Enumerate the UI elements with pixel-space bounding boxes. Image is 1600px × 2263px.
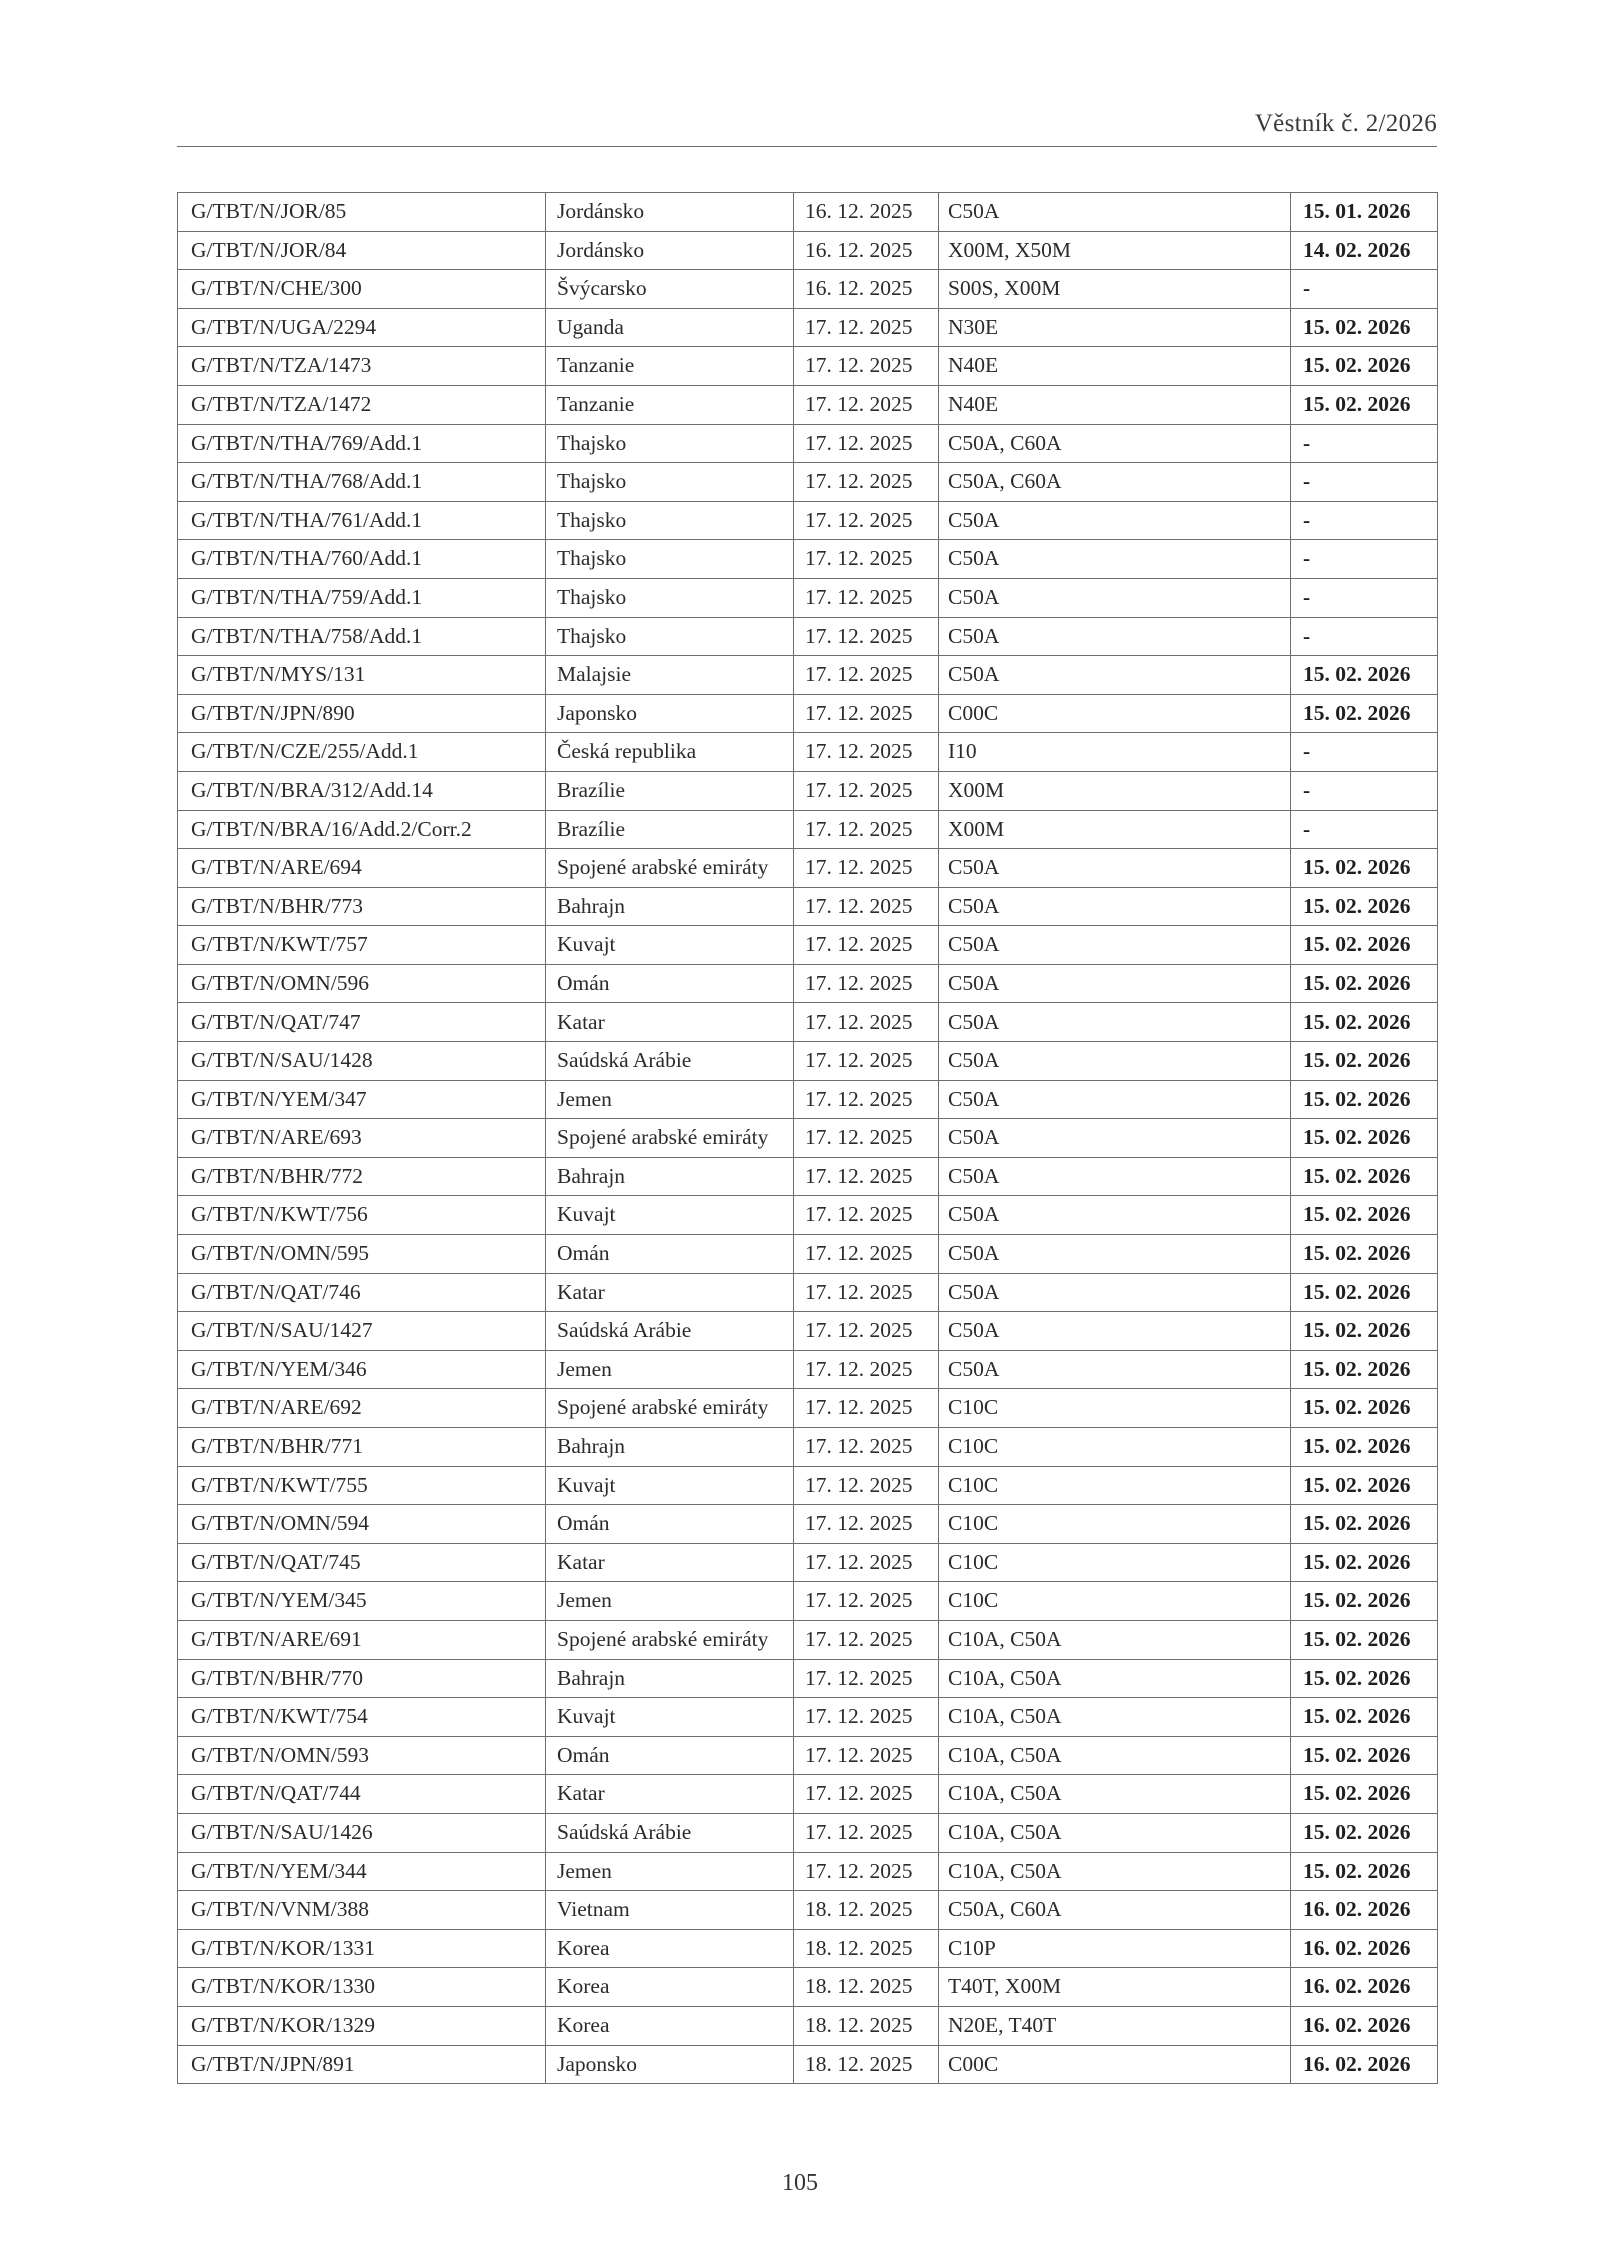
symbol-cell: G/TBT/N/BRA/312/Add.14 (178, 771, 546, 810)
country-cell: Omán (546, 1736, 794, 1775)
date-cell: 17. 12. 2025 (794, 1659, 939, 1698)
deadline-cell: 16. 02. 2026 (1291, 2045, 1438, 2084)
date-cell: 17. 12. 2025 (794, 733, 939, 772)
page-header: Věstník č. 2/2026 (1254, 110, 1437, 137)
table-row (178, 964, 1438, 1003)
table-row (178, 1428, 1438, 1467)
date-cell: 17. 12. 2025 (794, 1350, 939, 1389)
table-row (178, 1929, 1438, 1968)
date-cell: 17. 12. 2025 (794, 347, 939, 386)
date-cell: 17. 12. 2025 (794, 1620, 939, 1659)
deadline-cell: - (1291, 463, 1438, 502)
symbol-cell: G/TBT/N/KOR/1330 (178, 1968, 546, 2007)
symbol-cell: G/TBT/N/BHR/771 (178, 1428, 546, 1467)
code-cell: C50A (939, 926, 1291, 965)
date-cell: 17. 12. 2025 (794, 1852, 939, 1891)
country-cell: Korea (546, 1929, 794, 1968)
date-cell: 17. 12. 2025 (794, 771, 939, 810)
code-cell: C50A, C60A (939, 463, 1291, 502)
symbol-cell: G/TBT/N/YEM/345 (178, 1582, 546, 1621)
code-cell: C50A (939, 1273, 1291, 1312)
table-row (178, 1813, 1438, 1852)
date-cell: 17. 12. 2025 (794, 887, 939, 926)
code-cell: C10C (939, 1428, 1291, 1467)
code-cell: C50A (939, 1042, 1291, 1081)
date-cell: 17. 12. 2025 (794, 1698, 939, 1737)
country-cell: Kuvajt (546, 926, 794, 965)
code-cell: C10A, C50A (939, 1852, 1291, 1891)
date-cell: 17. 12. 2025 (794, 1775, 939, 1814)
country-cell: Švýcarsko (546, 270, 794, 309)
country-cell: Omán (546, 1235, 794, 1274)
table-row (178, 1273, 1438, 1312)
country-cell: Bahrajn (546, 1157, 794, 1196)
country-cell: Thajsko (546, 463, 794, 502)
symbol-cell: G/TBT/N/ARE/693 (178, 1119, 546, 1158)
country-cell: Tanzanie (546, 347, 794, 386)
country-cell: Brazílie (546, 771, 794, 810)
deadline-cell: - (1291, 810, 1438, 849)
deadline-cell: - (1291, 501, 1438, 540)
code-cell: C00C (939, 2045, 1291, 2084)
code-cell: N30E (939, 308, 1291, 347)
deadline-cell: 15. 02. 2026 (1291, 1505, 1438, 1544)
country-cell: Bahrajn (546, 887, 794, 926)
date-cell: 18. 12. 2025 (794, 1929, 939, 1968)
symbol-cell: G/TBT/N/YEM/344 (178, 1852, 546, 1891)
table-row (178, 1157, 1438, 1196)
date-cell: 17. 12. 2025 (794, 424, 939, 463)
symbol-cell: G/TBT/N/BHR/773 (178, 887, 546, 926)
table-row (178, 733, 1438, 772)
country-cell: Omán (546, 964, 794, 1003)
table-row (178, 656, 1438, 695)
table-row (178, 926, 1438, 965)
symbol-cell: G/TBT/N/KWT/755 (178, 1466, 546, 1505)
code-cell: C50A (939, 1312, 1291, 1351)
deadline-cell: 14. 02. 2026 (1291, 231, 1438, 270)
code-cell: N40E (939, 347, 1291, 386)
header-divider (177, 146, 1437, 147)
date-cell: 17. 12. 2025 (794, 1466, 939, 1505)
table-row (178, 1968, 1438, 2007)
deadline-cell: 15. 02. 2026 (1291, 1620, 1438, 1659)
table-body (178, 193, 1438, 2084)
symbol-cell: G/TBT/N/KOR/1331 (178, 1929, 546, 1968)
country-cell: Brazílie (546, 810, 794, 849)
table-row (178, 1080, 1438, 1119)
table-row (178, 578, 1438, 617)
date-cell: 17. 12. 2025 (794, 1813, 939, 1852)
deadline-cell: 15. 02. 2026 (1291, 1466, 1438, 1505)
country-cell: Korea (546, 1968, 794, 2007)
country-cell: Saúdská Arábie (546, 1813, 794, 1852)
country-cell: Spojené arabské emiráty (546, 1620, 794, 1659)
deadline-cell: 15. 02. 2026 (1291, 1813, 1438, 1852)
date-cell: 17. 12. 2025 (794, 1157, 939, 1196)
code-cell: C50A (939, 887, 1291, 926)
deadline-cell: 15. 02. 2026 (1291, 1350, 1438, 1389)
code-cell: C10A, C50A (939, 1698, 1291, 1737)
table-row (178, 1852, 1438, 1891)
deadline-cell: 15. 02. 2026 (1291, 1698, 1438, 1737)
symbol-cell: G/TBT/N/THA/769/Add.1 (178, 424, 546, 463)
deadline-cell: - (1291, 270, 1438, 309)
table-row (178, 308, 1438, 347)
table-row (178, 810, 1438, 849)
code-cell: C10A, C50A (939, 1775, 1291, 1814)
deadline-cell: 16. 02. 2026 (1291, 1891, 1438, 1930)
deadline-cell: 15. 02. 2026 (1291, 1003, 1438, 1042)
date-cell: 17. 12. 2025 (794, 1582, 939, 1621)
date-cell: 17. 12. 2025 (794, 1080, 939, 1119)
date-cell: 16. 12. 2025 (794, 231, 939, 270)
date-cell: 17. 12. 2025 (794, 926, 939, 965)
table-row (178, 1543, 1438, 1582)
code-cell: I10 (939, 733, 1291, 772)
code-cell: C50A (939, 1157, 1291, 1196)
deadline-cell: 15. 02. 2026 (1291, 1119, 1438, 1158)
symbol-cell: G/TBT/N/OMN/594 (178, 1505, 546, 1544)
code-cell: X00M (939, 810, 1291, 849)
table-row (178, 501, 1438, 540)
table-row (178, 1736, 1438, 1775)
date-cell: 17. 12. 2025 (794, 964, 939, 1003)
symbol-cell: G/TBT/N/ARE/691 (178, 1620, 546, 1659)
code-cell: C50A (939, 578, 1291, 617)
deadline-cell: 15. 02. 2026 (1291, 1080, 1438, 1119)
code-cell: C50A (939, 964, 1291, 1003)
deadline-cell: 15. 02. 2026 (1291, 1582, 1438, 1621)
deadline-cell: 15. 02. 2026 (1291, 1312, 1438, 1351)
symbol-cell: G/TBT/N/CHE/300 (178, 270, 546, 309)
deadline-cell: 16. 02. 2026 (1291, 1968, 1438, 2007)
symbol-cell: G/TBT/N/TZA/1473 (178, 347, 546, 386)
symbol-cell: G/TBT/N/JOR/85 (178, 193, 546, 232)
table-row (178, 1312, 1438, 1351)
deadline-cell: 15. 02. 2026 (1291, 694, 1438, 733)
date-cell: 17. 12. 2025 (794, 1389, 939, 1428)
country-cell: Thajsko (546, 501, 794, 540)
code-cell: C10A, C50A (939, 1659, 1291, 1698)
deadline-cell: 15. 02. 2026 (1291, 1042, 1438, 1081)
country-cell: Katar (546, 1775, 794, 1814)
deadline-cell: 15. 02. 2026 (1291, 656, 1438, 695)
code-cell: X00M, X50M (939, 231, 1291, 270)
symbol-cell: G/TBT/N/BRA/16/Add.2/Corr.2 (178, 810, 546, 849)
symbol-cell: G/TBT/N/THA/758/Add.1 (178, 617, 546, 656)
table-row (178, 1389, 1438, 1428)
code-cell: C50A (939, 656, 1291, 695)
code-cell: C50A (939, 540, 1291, 579)
code-cell: C50A (939, 849, 1291, 888)
symbol-cell: G/TBT/N/KWT/754 (178, 1698, 546, 1737)
code-cell: C50A (939, 501, 1291, 540)
country-cell: Jordánsko (546, 193, 794, 232)
notifications-table (177, 192, 1438, 2084)
table-row (178, 385, 1438, 424)
symbol-cell: G/TBT/N/VNM/388 (178, 1891, 546, 1930)
deadline-cell: 15. 02. 2026 (1291, 385, 1438, 424)
symbol-cell: G/TBT/N/SAU/1427 (178, 1312, 546, 1351)
symbol-cell: G/TBT/N/OMN/593 (178, 1736, 546, 1775)
date-cell: 17. 12. 2025 (794, 694, 939, 733)
deadline-cell: 15. 01. 2026 (1291, 193, 1438, 232)
symbol-cell: G/TBT/N/YEM/347 (178, 1080, 546, 1119)
code-cell: C50A (939, 1080, 1291, 1119)
table-row (178, 1582, 1438, 1621)
symbol-cell: G/TBT/N/OMN/596 (178, 964, 546, 1003)
table-row (178, 1505, 1438, 1544)
deadline-cell: 15. 02. 2026 (1291, 1389, 1438, 1428)
country-cell: Japonsko (546, 694, 794, 733)
deadline-cell: 16. 02. 2026 (1291, 1929, 1438, 1968)
code-cell: C10A, C50A (939, 1813, 1291, 1852)
table-row (178, 347, 1438, 386)
country-cell: Thajsko (546, 617, 794, 656)
table-row (178, 1119, 1438, 1158)
table-row (178, 771, 1438, 810)
table-row (178, 849, 1438, 888)
symbol-cell: G/TBT/N/THA/768/Add.1 (178, 463, 546, 502)
country-cell: Korea (546, 2006, 794, 2045)
code-cell: C10C (939, 1543, 1291, 1582)
table-row (178, 1350, 1438, 1389)
code-cell: C50A, C60A (939, 1891, 1291, 1930)
deadline-cell: - (1291, 733, 1438, 772)
symbol-cell: G/TBT/N/QAT/745 (178, 1543, 546, 1582)
deadline-cell: 15. 02. 2026 (1291, 1852, 1438, 1891)
symbol-cell: G/TBT/N/THA/761/Add.1 (178, 501, 546, 540)
date-cell: 17. 12. 2025 (794, 1428, 939, 1467)
date-cell: 17. 12. 2025 (794, 463, 939, 502)
table-row (178, 193, 1438, 232)
table-row (178, 1196, 1438, 1235)
country-cell: Bahrajn (546, 1428, 794, 1467)
date-cell: 17. 12. 2025 (794, 1119, 939, 1158)
symbol-cell: G/TBT/N/JOR/84 (178, 231, 546, 270)
country-cell: Jemen (546, 1350, 794, 1389)
date-cell: 18. 12. 2025 (794, 2006, 939, 2045)
symbol-cell: G/TBT/N/QAT/746 (178, 1273, 546, 1312)
code-cell: C10C (939, 1466, 1291, 1505)
table-row (178, 1235, 1438, 1274)
symbol-cell: G/TBT/N/THA/759/Add.1 (178, 578, 546, 617)
country-cell: Kuvajt (546, 1466, 794, 1505)
country-cell: Vietnam (546, 1891, 794, 1930)
deadline-cell: - (1291, 540, 1438, 579)
date-cell: 17. 12. 2025 (794, 1273, 939, 1312)
symbol-cell: G/TBT/N/ARE/692 (178, 1389, 546, 1428)
country-cell: Omán (546, 1505, 794, 1544)
symbol-cell: G/TBT/N/THA/760/Add.1 (178, 540, 546, 579)
country-cell: Saúdská Arábie (546, 1042, 794, 1081)
code-cell: C50A (939, 617, 1291, 656)
table-row (178, 231, 1438, 270)
deadline-cell: 15. 02. 2026 (1291, 308, 1438, 347)
code-cell: T40T, X00M (939, 1968, 1291, 2007)
date-cell: 17. 12. 2025 (794, 540, 939, 579)
symbol-cell: G/TBT/N/SAU/1426 (178, 1813, 546, 1852)
symbol-cell: G/TBT/N/KWT/756 (178, 1196, 546, 1235)
country-cell: Tanzanie (546, 385, 794, 424)
symbol-cell: G/TBT/N/QAT/747 (178, 1003, 546, 1042)
country-cell: Japonsko (546, 2045, 794, 2084)
code-cell: C50A (939, 1235, 1291, 1274)
table-row (178, 2045, 1438, 2084)
date-cell: 16. 12. 2025 (794, 270, 939, 309)
deadline-cell: 15. 02. 2026 (1291, 1196, 1438, 1235)
deadline-cell: - (1291, 617, 1438, 656)
code-cell: N20E, T40T (939, 2006, 1291, 2045)
symbol-cell: G/TBT/N/SAU/1428 (178, 1042, 546, 1081)
table-row (178, 540, 1438, 579)
symbol-cell: G/TBT/N/BHR/772 (178, 1157, 546, 1196)
symbol-cell: G/TBT/N/JPN/890 (178, 694, 546, 733)
code-cell: S00S, X00M (939, 270, 1291, 309)
date-cell: 17. 12. 2025 (794, 1042, 939, 1081)
deadline-cell: - (1291, 771, 1438, 810)
country-cell: Jemen (546, 1080, 794, 1119)
table-row (178, 887, 1438, 926)
table-row (178, 270, 1438, 309)
symbol-cell: G/TBT/N/TZA/1472 (178, 385, 546, 424)
deadline-cell: - (1291, 424, 1438, 463)
page-number: 105 (782, 2170, 818, 2196)
code-cell: C10C (939, 1389, 1291, 1428)
table-row (178, 1042, 1438, 1081)
country-cell: Saúdská Arábie (546, 1312, 794, 1351)
code-cell: C50A, C60A (939, 424, 1291, 463)
deadline-cell: - (1291, 578, 1438, 617)
code-cell: C10A, C50A (939, 1736, 1291, 1775)
deadline-cell: 15. 02. 2026 (1291, 1543, 1438, 1582)
country-cell: Katar (546, 1003, 794, 1042)
symbol-cell: G/TBT/N/KWT/757 (178, 926, 546, 965)
date-cell: 18. 12. 2025 (794, 2045, 939, 2084)
code-cell: C50A (939, 1003, 1291, 1042)
date-cell: 17. 12. 2025 (794, 578, 939, 617)
code-cell: C10P (939, 1929, 1291, 1968)
date-cell: 17. 12. 2025 (794, 617, 939, 656)
country-cell: Jordánsko (546, 231, 794, 270)
date-cell: 17. 12. 2025 (794, 501, 939, 540)
date-cell: 17. 12. 2025 (794, 849, 939, 888)
deadline-cell: 15. 02. 2026 (1291, 887, 1438, 926)
country-cell: Kuvajt (546, 1196, 794, 1235)
table-row (178, 1466, 1438, 1505)
date-cell: 17. 12. 2025 (794, 1312, 939, 1351)
code-cell: C50A (939, 1196, 1291, 1235)
country-cell: Malajsie (546, 656, 794, 695)
table-row (178, 694, 1438, 733)
deadline-cell: 15. 02. 2026 (1291, 1659, 1438, 1698)
date-cell: 17. 12. 2025 (794, 1543, 939, 1582)
country-cell: Jemen (546, 1582, 794, 1621)
table-row (178, 1698, 1438, 1737)
country-cell: Kuvajt (546, 1698, 794, 1737)
code-cell: C10C (939, 1582, 1291, 1621)
code-cell: C50A (939, 193, 1291, 232)
symbol-cell: G/TBT/N/MYS/131 (178, 656, 546, 695)
table-row (178, 1620, 1438, 1659)
symbol-cell: G/TBT/N/JPN/891 (178, 2045, 546, 2084)
symbol-cell: G/TBT/N/OMN/595 (178, 1235, 546, 1274)
country-cell: Jemen (546, 1852, 794, 1891)
table-row (178, 2006, 1438, 2045)
deadline-cell: 15. 02. 2026 (1291, 1428, 1438, 1467)
date-cell: 17. 12. 2025 (794, 1196, 939, 1235)
code-cell: C50A (939, 1119, 1291, 1158)
date-cell: 17. 12. 2025 (794, 1235, 939, 1274)
deadline-cell: 15. 02. 2026 (1291, 1775, 1438, 1814)
date-cell: 18. 12. 2025 (794, 1968, 939, 2007)
country-cell: Thajsko (546, 578, 794, 617)
code-cell: C10A, C50A (939, 1620, 1291, 1659)
country-cell: Katar (546, 1273, 794, 1312)
date-cell: 18. 12. 2025 (794, 1891, 939, 1930)
symbol-cell: G/TBT/N/UGA/2294 (178, 308, 546, 347)
deadline-cell: 15. 02. 2026 (1291, 347, 1438, 386)
date-cell: 16. 12. 2025 (794, 193, 939, 232)
deadline-cell: 16. 02. 2026 (1291, 2006, 1438, 2045)
country-cell: Katar (546, 1543, 794, 1582)
code-cell: C50A (939, 1350, 1291, 1389)
symbol-cell: G/TBT/N/BHR/770 (178, 1659, 546, 1698)
date-cell: 17. 12. 2025 (794, 1003, 939, 1042)
symbol-cell: G/TBT/N/KOR/1329 (178, 2006, 546, 2045)
symbol-cell: G/TBT/N/YEM/346 (178, 1350, 546, 1389)
symbol-cell: G/TBT/N/CZE/255/Add.1 (178, 733, 546, 772)
code-cell: C00C (939, 694, 1291, 733)
date-cell: 17. 12. 2025 (794, 1736, 939, 1775)
table-row (178, 1775, 1438, 1814)
table-row (178, 463, 1438, 502)
date-cell: 17. 12. 2025 (794, 656, 939, 695)
date-cell: 17. 12. 2025 (794, 308, 939, 347)
deadline-cell: 15. 02. 2026 (1291, 1157, 1438, 1196)
table-row (178, 1659, 1438, 1698)
code-cell: C10C (939, 1505, 1291, 1544)
symbol-cell: G/TBT/N/QAT/744 (178, 1775, 546, 1814)
code-cell: X00M (939, 771, 1291, 810)
table-row (178, 1891, 1438, 1930)
deadline-cell: 15. 02. 2026 (1291, 1273, 1438, 1312)
deadline-cell: 15. 02. 2026 (1291, 849, 1438, 888)
country-cell: Uganda (546, 308, 794, 347)
table-row (178, 617, 1438, 656)
symbol-cell: G/TBT/N/ARE/694 (178, 849, 546, 888)
country-cell: Spojené arabské emiráty (546, 849, 794, 888)
country-cell: Česká republika (546, 733, 794, 772)
country-cell: Thajsko (546, 424, 794, 463)
code-cell: N40E (939, 385, 1291, 424)
deadline-cell: 15. 02. 2026 (1291, 926, 1438, 965)
date-cell: 17. 12. 2025 (794, 385, 939, 424)
deadline-cell: 15. 02. 2026 (1291, 964, 1438, 1003)
country-cell: Bahrajn (546, 1659, 794, 1698)
date-cell: 17. 12. 2025 (794, 1505, 939, 1544)
deadline-cell: 15. 02. 2026 (1291, 1736, 1438, 1775)
country-cell: Spojené arabské emiráty (546, 1119, 794, 1158)
country-cell: Spojené arabské emiráty (546, 1389, 794, 1428)
table-row (178, 1003, 1438, 1042)
table-row (178, 424, 1438, 463)
country-cell: Thajsko (546, 540, 794, 579)
date-cell: 17. 12. 2025 (794, 810, 939, 849)
deadline-cell: 15. 02. 2026 (1291, 1235, 1438, 1274)
